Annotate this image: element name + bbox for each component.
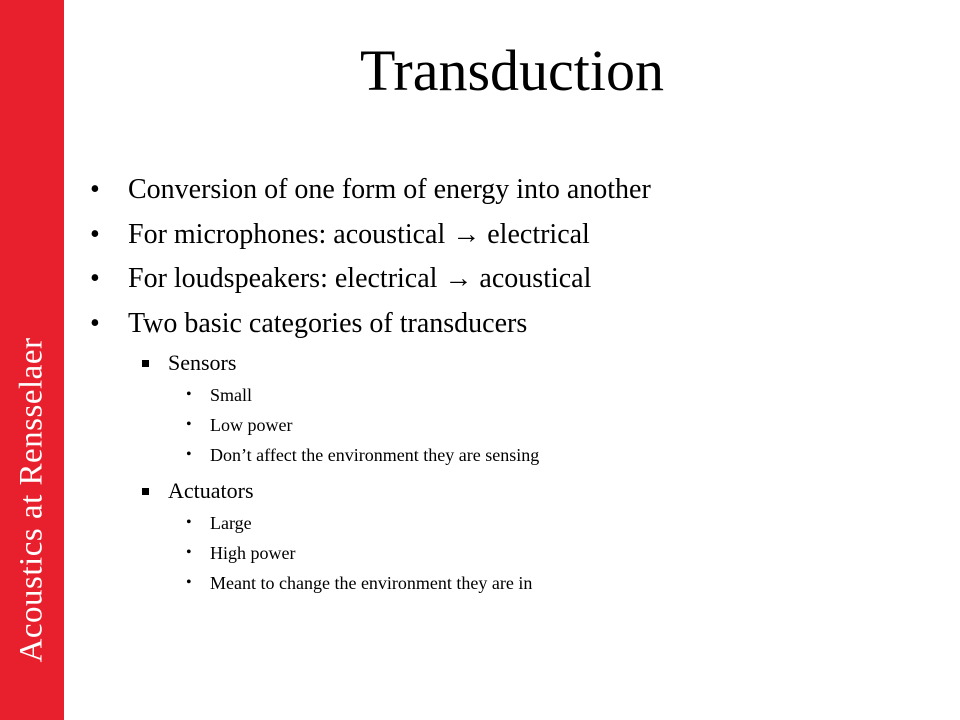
bullet-item	[90, 213, 950, 258]
sub-sub-bullet-text: Don’t affect the environment they are sensing	[210, 445, 540, 465]
sub-sub-bullet-text: Low power	[210, 415, 293, 435]
bullet-item	[90, 168, 950, 213]
bullet-dot-icon: •	[90, 307, 100, 339]
sub-sub-bullet-text: Large	[210, 513, 252, 533]
sidebar-band	[0, 0, 64, 720]
sidebar-label: Acoustics at Rensselaer	[13, 337, 50, 663]
sub-bullet-text: Sensors	[168, 350, 237, 375]
bullet-dot-icon: •	[90, 174, 100, 205]
bullet-text: Two basic categories of transducers	[128, 307, 528, 339]
slide-title: Transduction	[360, 38, 664, 103]
sub-bullet-item	[90, 346, 950, 380]
bullet-text: Conversion of one form of energy into another	[128, 174, 651, 205]
bullet-dot-icon: •	[90, 263, 100, 294]
bullet-text: For loudspeakers: electrical → acoustical	[128, 263, 592, 294]
square-bullet-icon	[142, 360, 149, 367]
bullet-dot-icon: •	[186, 386, 192, 403]
sub-sub-bullet-text: High power	[210, 543, 296, 563]
sub-sub-bullet-item	[90, 538, 950, 568]
bullet-dot-icon: •	[186, 446, 192, 463]
sub-bullet-text: Actuators	[168, 478, 254, 503]
bullet-dot-icon: •	[186, 514, 192, 531]
bullet-item	[90, 257, 950, 302]
sub-sub-bullet-text: Meant to change the environment they are in	[210, 573, 533, 593]
sub-bullet-item	[90, 474, 950, 508]
bullet-dot-icon: •	[90, 218, 100, 250]
sub-sub-bullet-text: Small	[210, 385, 253, 405]
bullet-item	[90, 302, 950, 347]
bullet-dot-icon: •	[186, 544, 192, 561]
bullet-text: For microphones: acoustical → electrical	[128, 218, 590, 250]
sub-sub-bullet-item	[90, 568, 950, 598]
bullet-dot-icon: •	[186, 574, 192, 591]
sub-sub-bullet-item	[90, 508, 950, 538]
square-bullet-icon	[142, 488, 149, 495]
sub-sub-bullet-item	[90, 440, 950, 470]
sub-sub-bullet-item	[90, 380, 950, 410]
sub-sub-bullet-item	[90, 410, 950, 440]
bullet-list	[90, 168, 950, 598]
bullet-dot-icon: •	[186, 416, 192, 433]
